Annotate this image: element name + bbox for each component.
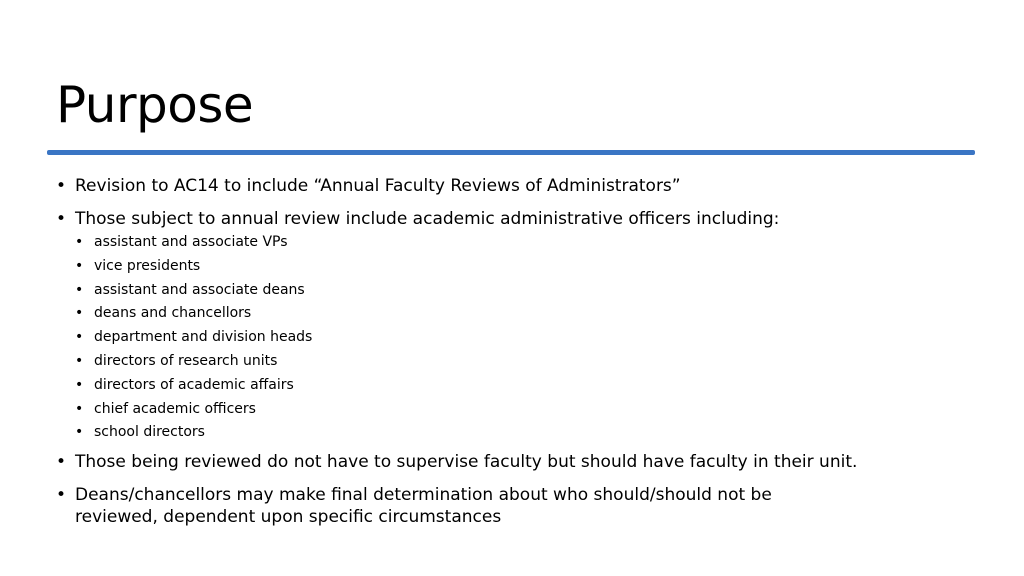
sub-bullet-item: • assistant and associate VPs: [75, 233, 956, 251]
sub-bullet-item: • deans and chancellors: [75, 304, 956, 322]
sub-bullet-item: • department and division heads: [75, 328, 956, 346]
slide-title: Purpose: [56, 76, 254, 134]
bullet-list: [56, 175, 956, 539]
sub-bullet-list: [75, 233, 956, 441]
sub-bullet-item: • school directors: [75, 423, 956, 441]
sub-bullet-item: • vice presidents: [75, 257, 956, 275]
sub-bullet-item: • chief academic officers: [75, 400, 956, 418]
bullet-item: • Deans/chancellors may make final determination about who should/should not be reviewed, dependent upon specific circumstances: [56, 484, 845, 528]
bullet-item: • Those being reviewed do not have to supervise faculty but should have faculty in their unit.: [56, 451, 956, 473]
sub-bullet-item: • directors of research units: [75, 352, 956, 370]
sub-bullet-item: • directors of academic affairs: [75, 376, 956, 394]
sub-bullet-item: • assistant and associate deans: [75, 281, 956, 299]
bullet-item: • Revision to AC14 to include “Annual Faculty Reviews of Administrators”: [56, 175, 956, 197]
bullet-text: Those subject to annual review include academic administrative officers including:: [75, 209, 780, 229]
title-divider: [47, 150, 975, 155]
bullet-item: [56, 208, 956, 441]
